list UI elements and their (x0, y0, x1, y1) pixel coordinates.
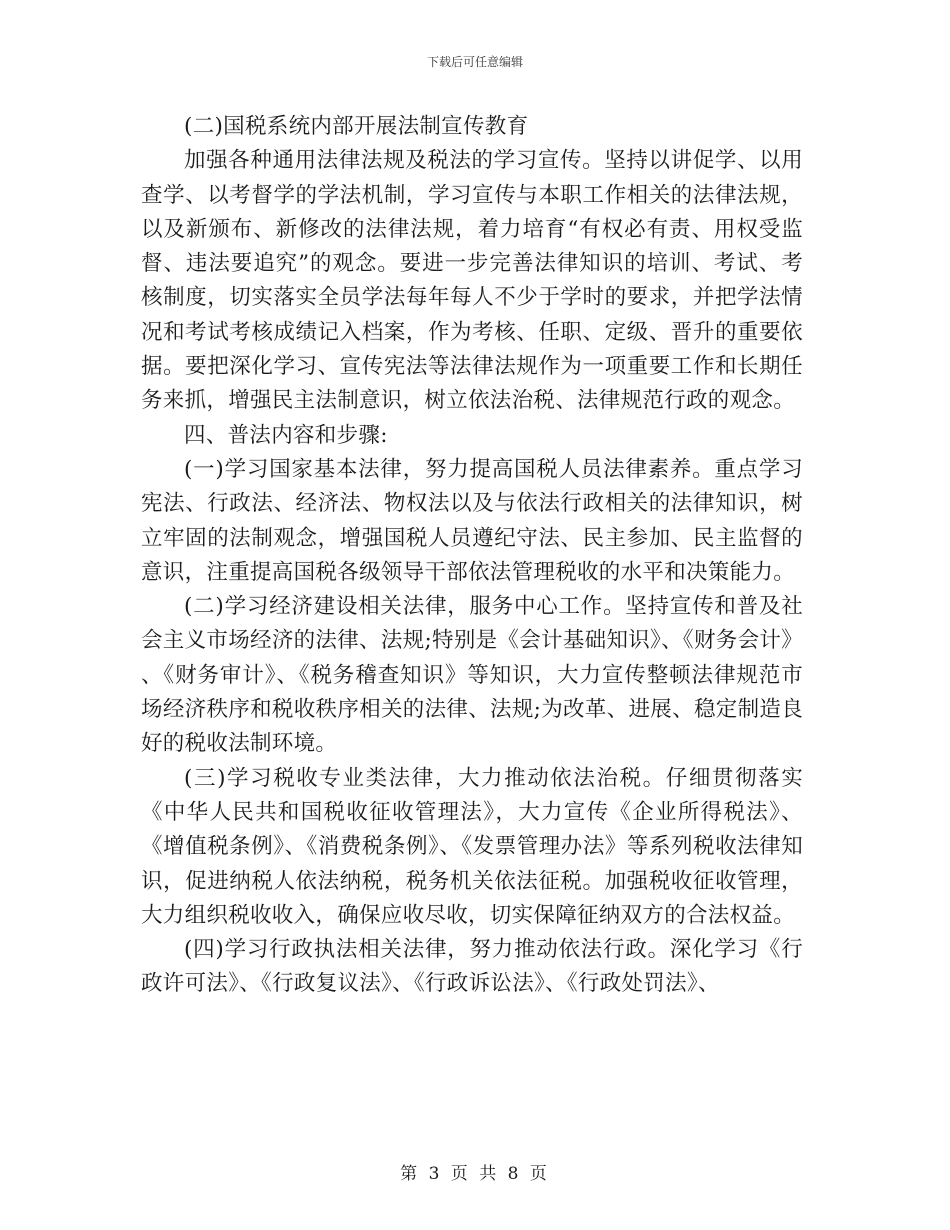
paragraph-item-1: (一)学习国家基本法律，努力提高国税人员法律素养。重点学习宪法、行政法、经济法、物权法以及与依法行政相关的法律知识，树立牢固的法制观念，增强国税人员遵纪守法、民主参加、民主监督的意识，注重提高国税各级领导干部依法管理税收的水平和决策能力。 (141, 456, 803, 585)
section-heading-2: (二)国税系统内部开展法制宣传教育 (184, 114, 529, 139)
page-header: 下载后可任意编辑 (426, 55, 523, 69)
section-heading-4: 四、普法内容和步骤: (184, 422, 388, 448)
paragraph-item-3: (三)学习税收专业类法律，大力推动依法治税。仔细贯彻落实《中华人民共和国税收征收管理法》，大力宣传《企业所得税法》、《增值税条例》、《消费税条例》、《发票管理办法》等系列税收法律知识，促进纳税人依法纳税，税务机关依法征税。加强税收征收管理，大力组织税收收入，确保应收尽收，切实保障征纳双方的合法权益。 (141, 765, 803, 928)
paragraph-item-2: (二)学习经济建设相关法律，服务中心工作。坚持宣传和普及社会主义市场经济的法律、法规;特别是《会计基础知识》、《财务会计》 、《财务审计》、《税务稽查知识》等知识，大力宣传整顿法律规范市场经济秩序和税收秩序相关的法律、法规;为改革、进展、稳定制造良好的税收法制环境。 (141, 594, 803, 757)
document-body (141, 110, 803, 1002)
paragraph-legal-study: 加强各种通用法律法规及税法的学习宣传。坚持以讲促学、以用查学、以考督学的学法机制，学习宣传与本职工作相关的法律法规，以及新颁布、新修改的法律法规，着力培育“有权必有责、用权受监督、违法要追究”的观念。要进一步完善法律知识的培训、考试、考核制度，切实落实全员学法每年每人不少于学时的要求，并把学法情况和考试考核成绩记入档案，作为考核、任职、定级、晋升的重要依据。要把深化学习、宣传宪法等法律法规作为一项重要工作和长期任务来抓，增强民主法制意识，树立依法治税、法律规范行政的观念。 (141, 148, 803, 414)
page-number: 第 3 页 共 8 页 (400, 1164, 550, 1184)
paragraph-item-4: (四)学习行政执法相关法律，努力推动依法行政。深化学习《行政许可法》、《行政复议法》、《行政诉讼法》、《行政处罚法》、 (141, 937, 803, 997)
